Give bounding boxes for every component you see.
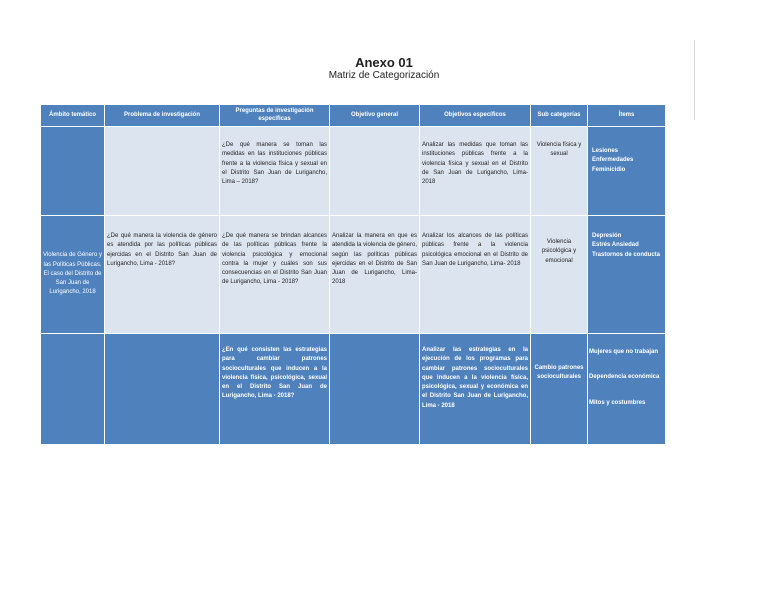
problema-cell-empty: [105, 334, 220, 445]
ambito-cell: Violencia de Género y las Políticas Públicas. El caso del Distrito de San Juan de Lurigancho, 2018: [41, 216, 105, 334]
objetivo-especifico-cell: Analizar las estrategias en la ejecución de los programas para cambiar patrones socioculturales que inducen a la violencia física, psicológica, sexual y económica en el Distrito San Juan de Lurigancho, Lima - 2018: [420, 334, 531, 445]
list-item: Mitos y costumbres: [589, 399, 646, 406]
list-item: Mujeres que no trabajan: [589, 349, 659, 355]
list-item: Estrés Ansiedad: [592, 242, 639, 249]
items-cell: [588, 216, 666, 334]
table-row: [41, 127, 666, 216]
ambito-cell-empty: [41, 334, 105, 445]
pregunta-cell: ¿De qué manera se toman las medidas en las instituciones públicas frente a la violencia física y sexual en el Distrito San Juan de Lurigancho, Lima – 2018?: [220, 127, 330, 216]
objetivo-especifico-cell: Analizar las medidas que toman las instituciones públicas frente a la violencia física y sexual en el Distrito de San Juan de Lurigancho, Lima- 2018: [420, 127, 531, 216]
col-header-items: Ítems: [588, 105, 666, 127]
col-header-problema: Problema de investigación: [105, 105, 220, 127]
problema-cell-empty: [105, 127, 220, 216]
page-subtitle: Matriz de Categorización: [328, 70, 440, 81]
problema-cell: ¿De qué manera la violencia de género es atendida por las políticas públicas ejercidas en el Distrito San Juan de Lurigancho, Lima - 2018?: [105, 216, 220, 334]
items-cell: [588, 127, 666, 216]
pregunta-cell: ¿De qué manera se brindan alcances de las políticas públicas frente la violencia psicológica y emocional contra la mujer y cuáles son sus consecuencias en el Distrito San Juan de Lurigancho, Lima - 2018?: [220, 216, 330, 334]
table-row: [41, 216, 666, 334]
objetivo-general-cell-empty: [330, 334, 420, 445]
col-header-subcategorias: Sub categorías: [531, 105, 588, 127]
objetivo-general-cell: Analizar la manera en que es atendida la violencia de género, según las políticas públicas ejercidas en el Distrito de San Juan de Lurigancho, Lima- 2018: [330, 216, 420, 334]
pregunta-cell: ¿En qué consisten las estrategias para cambiar patrones socioculturales que inducen a la violencia física, psicológica, sexual en el Distrito San Juan de Lurigancho, Lima - 2018?: [220, 334, 330, 445]
col-header-objetivo-general: Objetivo general: [330, 105, 420, 127]
list-item: Trastornos de conducta: [592, 251, 661, 258]
table-row: [41, 334, 666, 445]
table-header-row: [41, 105, 666, 127]
list-item: Depresión: [592, 233, 622, 239]
list-item: Feminicidio: [592, 166, 626, 173]
ambito-cell-empty: [41, 127, 105, 216]
subcategoria-cell: Cambio patrones socioculturales: [531, 334, 588, 445]
items-cell: [588, 334, 666, 445]
col-header-objetivos-especificos: Objetivos específicos: [420, 105, 531, 127]
subcategoria-cell: Violencia psicológica y emocional: [531, 216, 588, 334]
list-item: Dependencia económica: [589, 374, 660, 381]
categorization-matrix: [40, 104, 666, 445]
objetivo-general-cell-empty: [330, 127, 420, 216]
subcategoria-cell: Violencia física y sexual: [531, 127, 588, 216]
col-header-ambito: Ámbito temático: [41, 105, 105, 127]
list-item: Lesiones: [592, 148, 619, 154]
objetivo-especifico-cell: Analizar los alcances de las políticas públicas frente a la violencia psicológica emocional en el Distrito de San Juan de Lurigancho, Lima- 2018: [420, 216, 531, 334]
page-title: Anexo 01: [355, 55, 413, 70]
col-header-preguntas: Preguntas de investigación específicas: [220, 105, 330, 127]
list-item: Enfermedades: [592, 157, 634, 164]
